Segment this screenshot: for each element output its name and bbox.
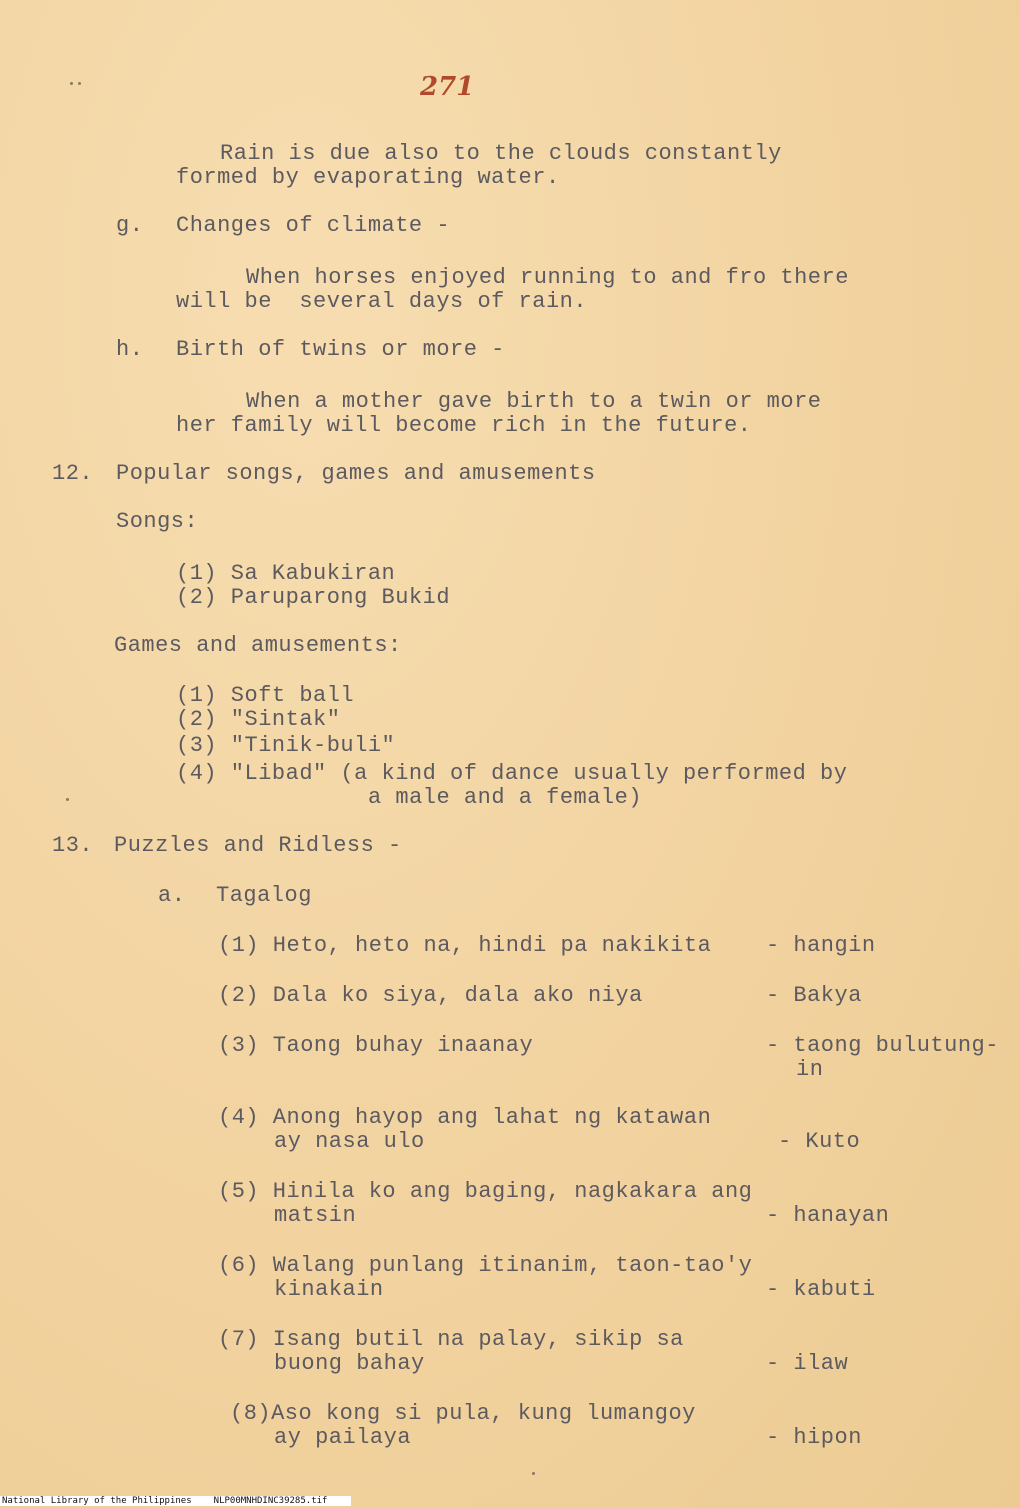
riddle-answer: - kabuti [766,1277,876,1302]
riddle: (5) Hinila ko ang baging, nagkakara ang [218,1179,753,1204]
riddle: (4) Anong hayop ang lahat ng katawan [218,1105,712,1130]
item-label: h. [116,337,144,362]
riddle: (1) Heto, heto na, hindi pa nakikita [218,933,712,958]
scan-footer [0,1496,351,1506]
riddle-answer: - Bakya [766,983,862,1008]
item-heading: Birth of twins or more - [176,337,505,362]
item-label: a. [158,883,186,908]
riddle: (3) Taong buhay inaanay [218,1033,534,1058]
list-item: (1) Sa Kabukiran [176,561,396,586]
text-line: Rain is due also to the clouds constantly [220,141,782,166]
paper-speck [66,798,69,801]
riddle-answer: - taong bulutung- [766,1033,999,1058]
section-number: 12. [52,461,94,486]
riddle-continuation: matsin [274,1203,357,1228]
riddle-answer: - ilaw [766,1351,849,1376]
riddle-answer-continuation: in [796,1057,824,1082]
riddle-continuation: ay nasa ulo [274,1129,425,1154]
list-item: (1) Soft ball [176,683,355,708]
paper-speck [532,1472,535,1475]
section-heading: Popular songs, games and amusements [116,461,596,486]
section-heading: Puzzles and Ridless - [114,833,402,858]
list-item: (2) "Sintak" [176,707,341,732]
item-heading: Tagalog [216,883,312,908]
riddle-answer: - hanayan [766,1203,890,1228]
riddle-answer: - Kuto [778,1129,861,1154]
riddle: (2) Dala ko siya, dala ako niya [218,983,643,1008]
riddle-continuation: buong bahay [274,1351,425,1376]
text-line: When horses enjoyed running to and fro there [246,265,849,290]
text-line: her family will become rich in the future. [176,413,752,438]
riddle: (7) Isang butil na palay, sikip sa [218,1327,684,1352]
subsection-label: Games and amusements: [114,633,402,658]
riddle-continuation: kinakain [274,1277,384,1302]
riddle-answer: - hipon [766,1425,862,1450]
text-line: formed by evaporating water. [176,165,560,190]
item-label: g. [116,213,144,238]
riddle: (6) Walang punlang itinanim, taon-tao'y [218,1253,753,1278]
list-item: (2) Paruparong Bukid [176,585,451,610]
footer-file: NLP00MNHDINC39285.tif [213,1496,328,1506]
subsection-label: Songs: [116,509,199,534]
paper-speck [70,82,73,85]
list-item-continuation: a male and a female) [368,785,643,810]
list-item: (4) "Libad" (a kind of dance usually performed by [176,761,848,786]
text-line: will be several days of rain. [176,289,588,314]
text-line: When a mother gave birth to a twin or more [246,389,822,414]
riddle-continuation: ay pailaya [274,1425,412,1450]
page-number: 271 [420,72,475,102]
riddle: (8)Aso kong si pula, kung lumangoy [230,1401,696,1426]
riddle-answer: - hangin [766,933,876,958]
item-heading: Changes of climate - [176,213,451,238]
paper-speck [78,82,81,85]
footer-library: National Library of the Philippines [2,1496,192,1506]
section-number: 13. [52,833,94,858]
list-item: (3) "Tinik-buli" [176,733,396,758]
